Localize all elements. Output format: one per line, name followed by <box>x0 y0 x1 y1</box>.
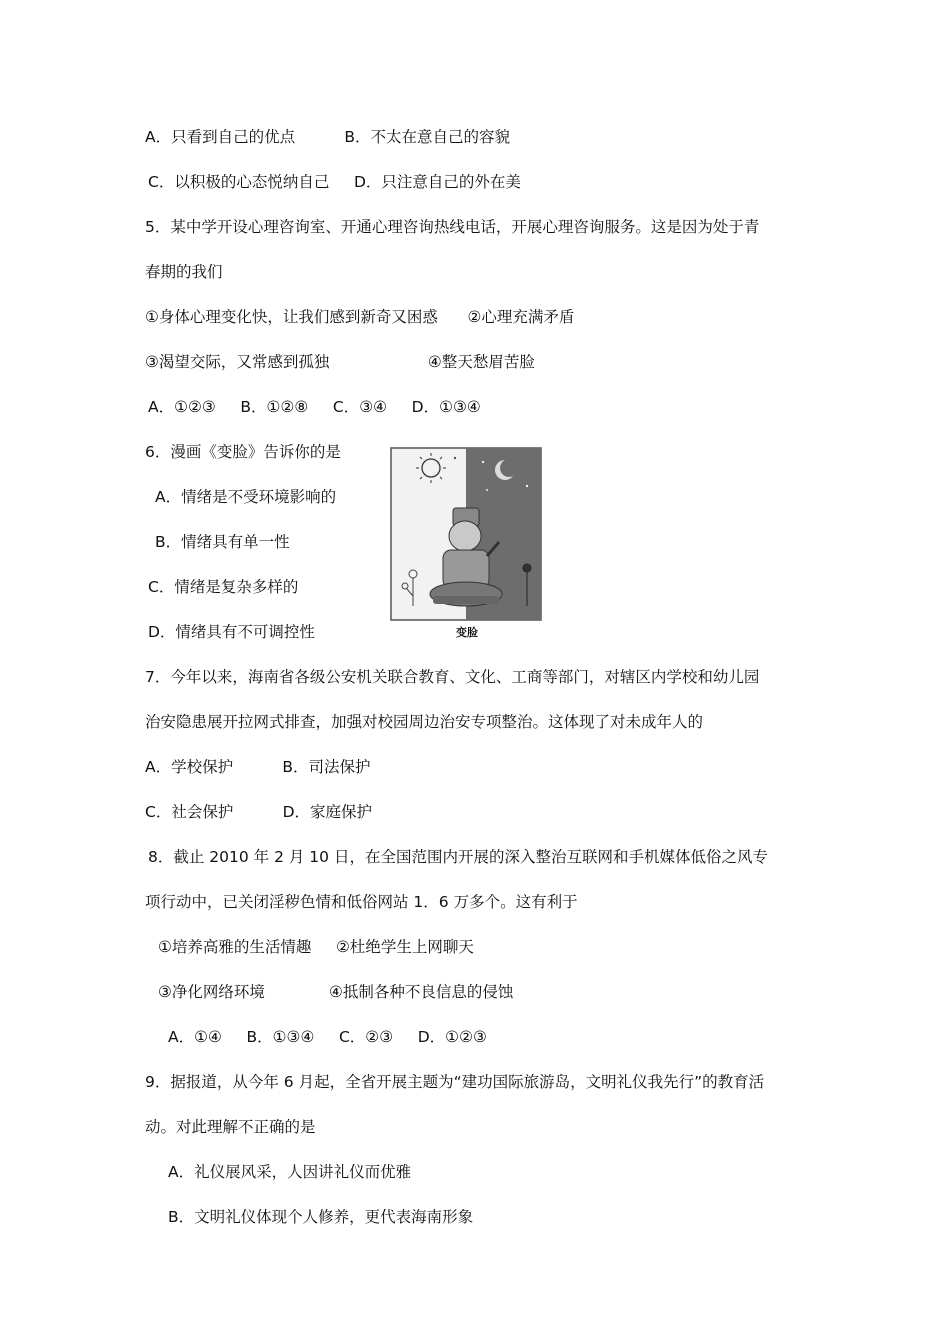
q6-option-d: D．情绪具有不可调控性 <box>148 623 315 641</box>
q5-items-line2: ③渴望交际，又常感到孤独 ④整天愁眉苦脸 <box>145 353 535 371</box>
q7-options-cd: C．社会保护 D．家庭保护 <box>145 803 373 821</box>
q8-answer-options: A．①④ B．①③④ C．②③ D．①②③ <box>168 1028 487 1046</box>
cartoon-illustration <box>387 446 547 642</box>
q6-stem: 6．漫画《变脸》告诉你的是 <box>145 443 341 461</box>
q9-option-a: A．礼仪展风采，人因讲礼仪而优雅 <box>168 1163 412 1181</box>
q7-stem-line1: 7．今年以来，海南省各级公安机关联合教育、文化、工商等部门，对辖区内学校和幼儿园 <box>145 668 760 686</box>
q5-stem-line1: 5．某中学开设心理咨询室、开通心理咨询热线电话，开展心理咨询服务。这是因为处于青 <box>145 218 760 236</box>
q8-items-line1: ①培养高雅的生活情趣 ②杜绝学生上网聊天 <box>158 938 474 956</box>
q7-options-ab: A．学校保护 B．司法保护 <box>145 758 371 776</box>
q8-stem-line2: 项行动中，已关闭淫秽色情和低俗网站 1．6 万多个。这有利于 <box>145 893 578 911</box>
q9-option-b: B．文明礼仪体现个人修养，更代表海南形象 <box>168 1208 474 1226</box>
q6-option-c: C．情绪是复杂多样的 <box>148 578 299 596</box>
q5-items-line1: ①身体心理变化快，让我们感到新奇又困惑 ②心理充满矛盾 <box>145 308 575 326</box>
cartoon-figure <box>387 446 547 642</box>
figure-caption: 变脸 <box>456 626 478 639</box>
q5-answer-options: A．①②③ B．①②⑧ C．③④ D．①③④ <box>148 398 481 416</box>
q9-stem-line1: 9．据报道，从今年 6 月起，全省开展主题为“建功国际旅游岛，文明礼仪我先行”的教育活 <box>145 1073 765 1091</box>
q8-items-line2: ③净化网络环境 ④抵制各种不良信息的侵蚀 <box>158 983 514 1001</box>
q6-option-b: B．情绪具有单一性 <box>155 533 290 551</box>
q7-stem-line2: 治安隐患展开拉网式排查，加强对校园周边治安专项整治。这体现了对未成年人的 <box>145 713 704 731</box>
q9-stem-line2: 动。对此理解不正确的是 <box>145 1118 316 1136</box>
q4-options-ab: A．只看到自己的优点 B．不太在意自己的容貌 <box>145 128 511 146</box>
q6-option-a: A．情绪是不受环境影响的 <box>155 488 337 506</box>
q4-options-cd: C．以积极的心态悦纳自己 D．只注意自己的外在美 <box>148 173 521 191</box>
q5-stem-line2: 春期的我们 <box>145 263 223 281</box>
q8-stem-line1: 8．截止 2010 年 2 月 10 日，在全国范围内开展的深入整治互联网和手机媒体低俗之风专 <box>148 848 768 866</box>
